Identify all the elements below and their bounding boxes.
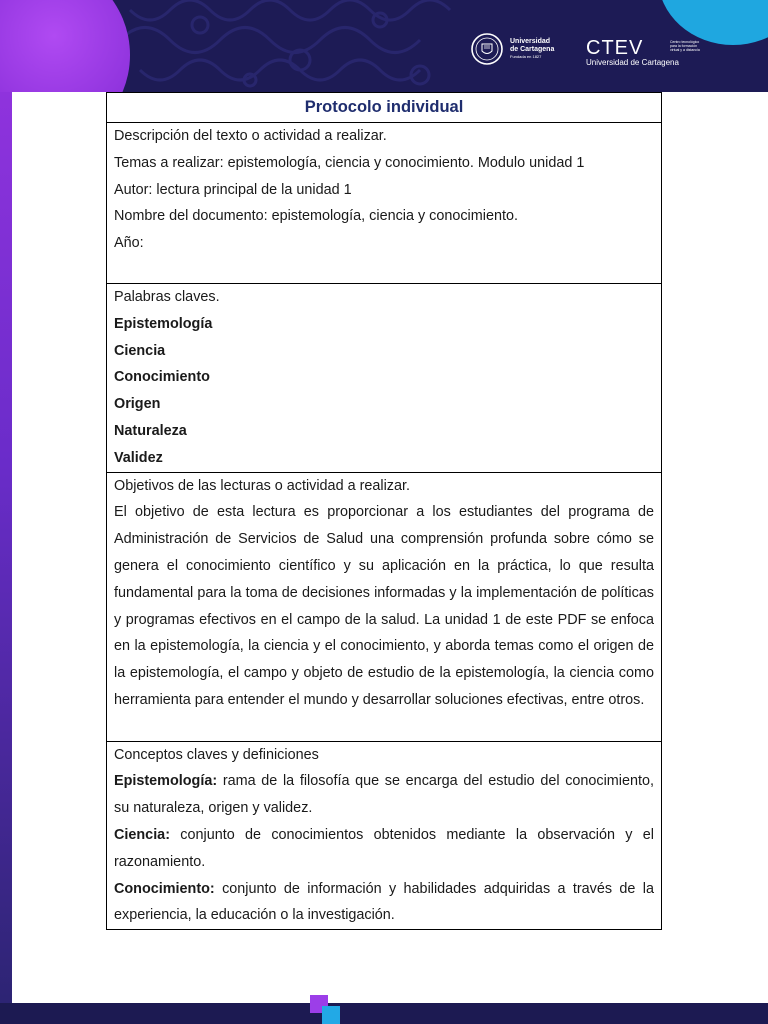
- definition-item: [114, 768, 654, 822]
- definition-text: conjunto de conocimientos obtenidos mediante la observación y el razonamiento.: [114, 826, 654, 870]
- cyan-square-decoration: [322, 1006, 340, 1024]
- keywords-heading: Palabras claves.: [114, 289, 220, 305]
- header-band: [0, 0, 768, 92]
- description-heading: Descripción del texto o actividad a realizar.: [114, 128, 387, 144]
- year-line: Año:: [114, 235, 144, 252]
- ctev-university: Universidad de Cartagena: [586, 58, 679, 67]
- concepts-section: [107, 741, 662, 930]
- definition-term: Epistemología:: [114, 773, 218, 790]
- keyword-item: Conocimiento: [114, 369, 210, 386]
- ctev-logo: [586, 38, 679, 68]
- document-name-line: Nombre del documento: epistemología, ciencia y conocimiento.: [114, 208, 518, 225]
- ctev-wordmark: CTEV: [586, 37, 644, 59]
- university-seal-icon: [470, 32, 504, 66]
- definition-item: [114, 822, 654, 876]
- university-founded: Fundada en 1827: [510, 54, 542, 59]
- ctev-tagline: Centro tecnológico para la formación virtual y a distancia: [670, 40, 700, 52]
- university-name: Universidad de Cartagena Fundada en 1827: [510, 38, 555, 59]
- universidad-de-cartagena-logo: [470, 32, 554, 66]
- footer-band: [0, 1003, 768, 1024]
- keyword-item: Validez: [114, 449, 163, 466]
- protocol-table: [106, 92, 662, 930]
- definition-text: conjunto de información y habilidades adquiridas a través de la experiencia, la educación o la investigación.: [114, 880, 654, 924]
- topics-line: Temas a realizar: epistemología, ciencia y conocimiento. Modulo unidad 1: [114, 154, 585, 171]
- concepts-heading: Conceptos claves y definiciones: [114, 746, 319, 763]
- keyword-item: Origen: [114, 396, 161, 413]
- description-section: [107, 123, 662, 284]
- keyword-item: Ciencia: [114, 342, 166, 359]
- author-line: Autor: lectura principal de la unidad 1: [114, 181, 352, 198]
- page-title: Protocolo individual: [107, 93, 662, 123]
- keyword-item: Epistemología: [114, 315, 213, 332]
- definition-term: Conocimiento:: [114, 880, 215, 897]
- objectives-body: El objetivo de esta lectura es proporcionar a los estudiantes del programa de Administración de Servicios de Salud una comprensión profunda sobre cómo se genera el conocimiento científico y su aplicación en la práctica, lo que resulta fundamental para la toma de decisiones informadas y la implementación de políticas y programas efectivos en el campo de la salud. La unidad 1 de este PDF se enfoca en la epistemología, la ciencia y el conocimiento, y aborda temas como el origen de la epistemología, el campo y objeto de estudio de la epistemología, la ciencia como herramienta para entender el mundo y desarrollar soluciones efectivas, entre otros.: [114, 504, 654, 708]
- keyword-item: Naturaleza: [114, 422, 187, 439]
- purple-circle-decoration: [0, 0, 130, 92]
- definition-text: rama de la filosofía que se encarga del estudio del conocimiento, su naturaleza, origen y validez.: [114, 773, 654, 817]
- keywords-section: [107, 284, 662, 473]
- definition-item: [114, 876, 654, 930]
- objectives-heading: Objetivos de las lecturas o actividad a realizar.: [114, 477, 410, 494]
- definition-term: Ciencia:: [114, 826, 170, 843]
- objectives-section: [107, 472, 662, 741]
- left-accent-bar: [0, 92, 12, 1024]
